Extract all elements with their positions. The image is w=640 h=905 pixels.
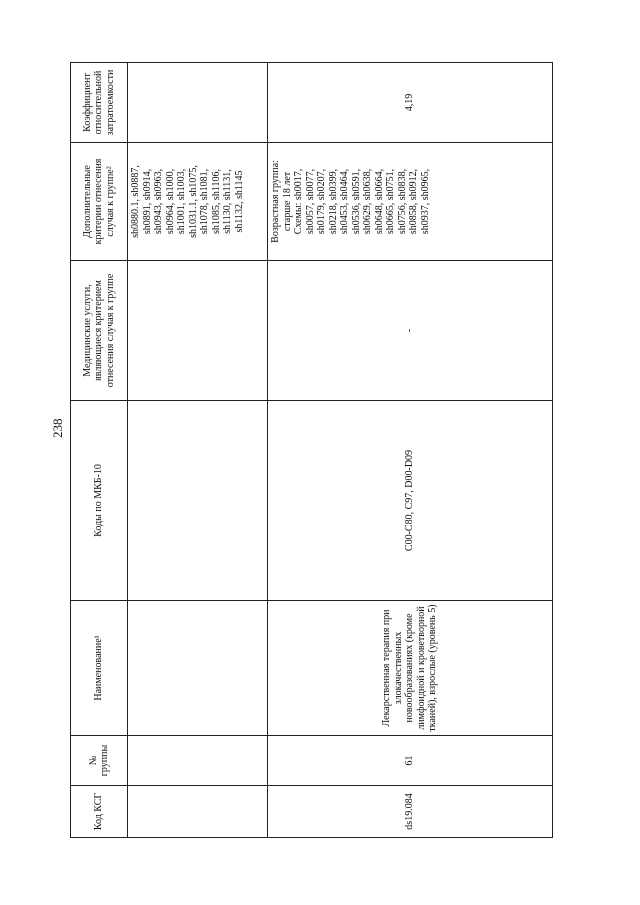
code-line: sh0218, sh0399,	[327, 168, 339, 235]
cell-coefficient: 4,19	[268, 63, 553, 143]
cell-medical-services: -	[268, 261, 553, 401]
cell-kod-ksg: ds19.084	[268, 786, 553, 838]
code-line: sh1132, sh1145	[233, 170, 245, 233]
code-line: sh0880.1, sh0887,	[130, 165, 141, 238]
header-mkb-codes: Коды по МКБ-10	[71, 401, 128, 601]
header-medical-services: Медицинские услуги, являющиеся критерием отнесения случая к группе	[71, 261, 128, 401]
header-extra-criteria: Дополнительные критерии отнесения случая к группе²	[71, 143, 128, 261]
code-line: Возрастная группа:	[270, 160, 281, 243]
code-line: sh0964, sh1000,	[164, 168, 176, 235]
table-row-ds19-084	[268, 63, 553, 838]
code-line: sh0858, sh0912,	[408, 168, 419, 235]
code-line: sh0629, sh0638,	[362, 168, 373, 235]
code-line: sh0665, sh0751,	[385, 168, 396, 235]
cell-mkb-codes	[128, 401, 268, 601]
cell-extra-criteria	[268, 143, 553, 261]
code-line: старше 18 лет	[281, 171, 293, 232]
code-line: sh0891, sh0914,	[141, 168, 153, 235]
code-line: sh1001, sh1003,	[176, 168, 187, 235]
cell-mkb-codes: C00-C80, C97, D00-D09	[268, 401, 553, 601]
header-name: Наименование¹	[71, 601, 128, 736]
code-line: sh1130, sh1131,	[222, 169, 233, 234]
page-number: 238	[50, 418, 65, 438]
cell-kod-ksg	[128, 786, 268, 838]
cell-group-number: 61	[268, 736, 553, 786]
ksg-table	[70, 62, 553, 838]
code-line: sh0648, sh0664,	[373, 168, 385, 235]
cell-group-number	[128, 736, 268, 786]
table-row-continuation	[128, 63, 268, 838]
code-line: sh0937, sh0965,	[419, 168, 431, 235]
rotated-table-wrapper	[70, 63, 548, 838]
code-line: sh1078, sh1081,	[199, 168, 210, 235]
cell-medical-services	[128, 261, 268, 401]
cell-name	[128, 601, 268, 736]
code-line: sh0943, sh0963,	[153, 168, 164, 235]
code-line: sh1031.1, sh1075,	[187, 165, 199, 238]
code-line: sh1085, sh1106,	[210, 169, 222, 234]
code-line: sh0057, sh0077,	[304, 168, 316, 235]
cell-name: Лекарственная терапия при злокачественных новообразованиях (кроме лимфоидной и кроветворной тканей), взрослые (уровень 5)	[268, 601, 553, 736]
cell-extra-criteria	[128, 143, 268, 261]
header-coefficient: Коэффициент относительной затратоемкости	[71, 63, 128, 143]
code-line: sh0179, sh0207,	[316, 168, 327, 235]
table-header-row	[71, 63, 128, 838]
header-kod-ksg: Код КСГ	[71, 786, 128, 838]
code-line: Схемы: sh0017,	[293, 168, 304, 235]
header-group-number: № группы	[71, 736, 128, 786]
code-line: sh0453, sh0464,	[339, 168, 350, 235]
code-line: sh0756, sh0838,	[396, 168, 408, 235]
code-line: sh0536, sh0591,	[350, 168, 362, 235]
cell-coefficient	[128, 63, 268, 143]
